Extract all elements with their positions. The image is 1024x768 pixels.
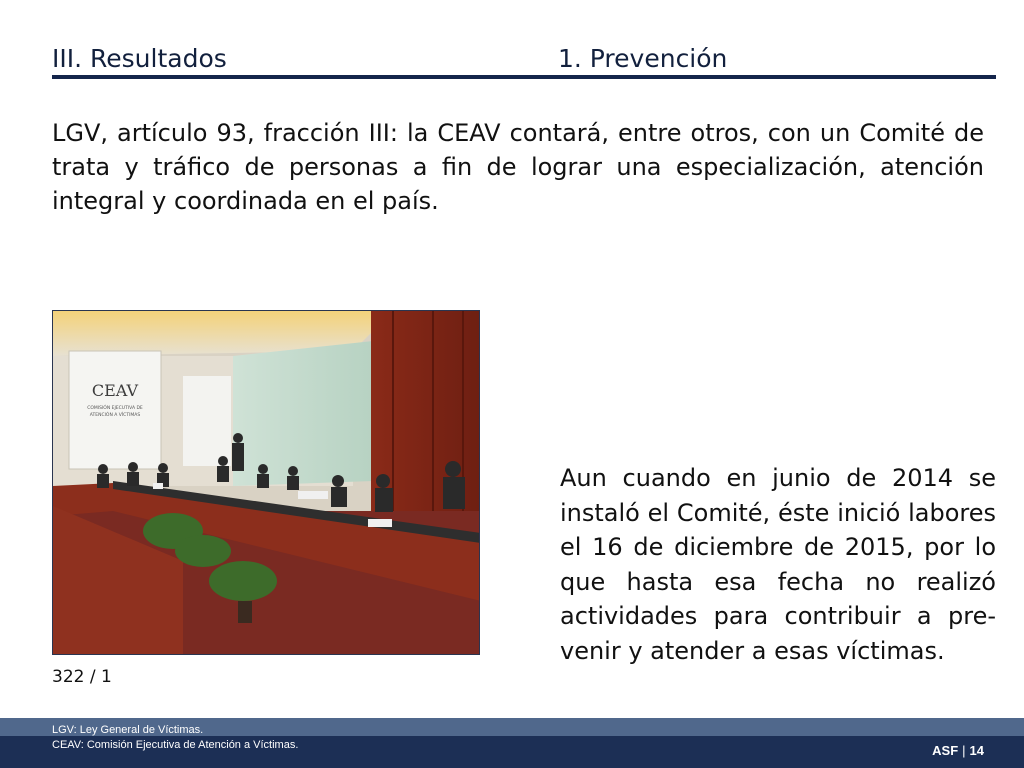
photo-caption: 322 / 1 [52,667,112,687]
screen-subtitle-2: ATENCIÓN A VÍCTIMAS [89,413,141,418]
screen-logo: CEAV [91,381,139,400]
footnotes [52,723,298,753]
subsection-title: 1. Prevención [558,44,728,73]
header-divider [52,75,996,79]
section-title: III. Resultados [52,44,227,73]
footer-brand [932,742,984,760]
brand-name: ASF [932,743,959,758]
side-paragraph: Aun cuando en junio de 2014 se instaló el Comité, éste inició labores el 16 de diciembre de 2015, por lo que hasta esa fecha no realizó actividades para contribuir a pre-venir y atender a esas víctimas. [560,464,996,665]
brand-separator: | [962,743,966,758]
meeting-photo [52,310,480,655]
intro-paragraph: LGV, artículo 93, fracción III: la CEAV contará, entre otros, con un Comité de trata y tráfico de personas a fin de lograr una especialización, atención integral y coordinada en el país. [52,119,984,215]
footnote-lgv: LGV: Ley General de Víctimas. [52,724,204,736]
screen-subtitle-1: COMISIÓN EJECUTIVA DE [87,406,143,411]
page-number: 14 [969,743,984,758]
footnote-ceav: CEAV: Comisión Ejecutiva de Atención a Víctimas. [52,739,299,751]
slide-header [52,42,996,76]
